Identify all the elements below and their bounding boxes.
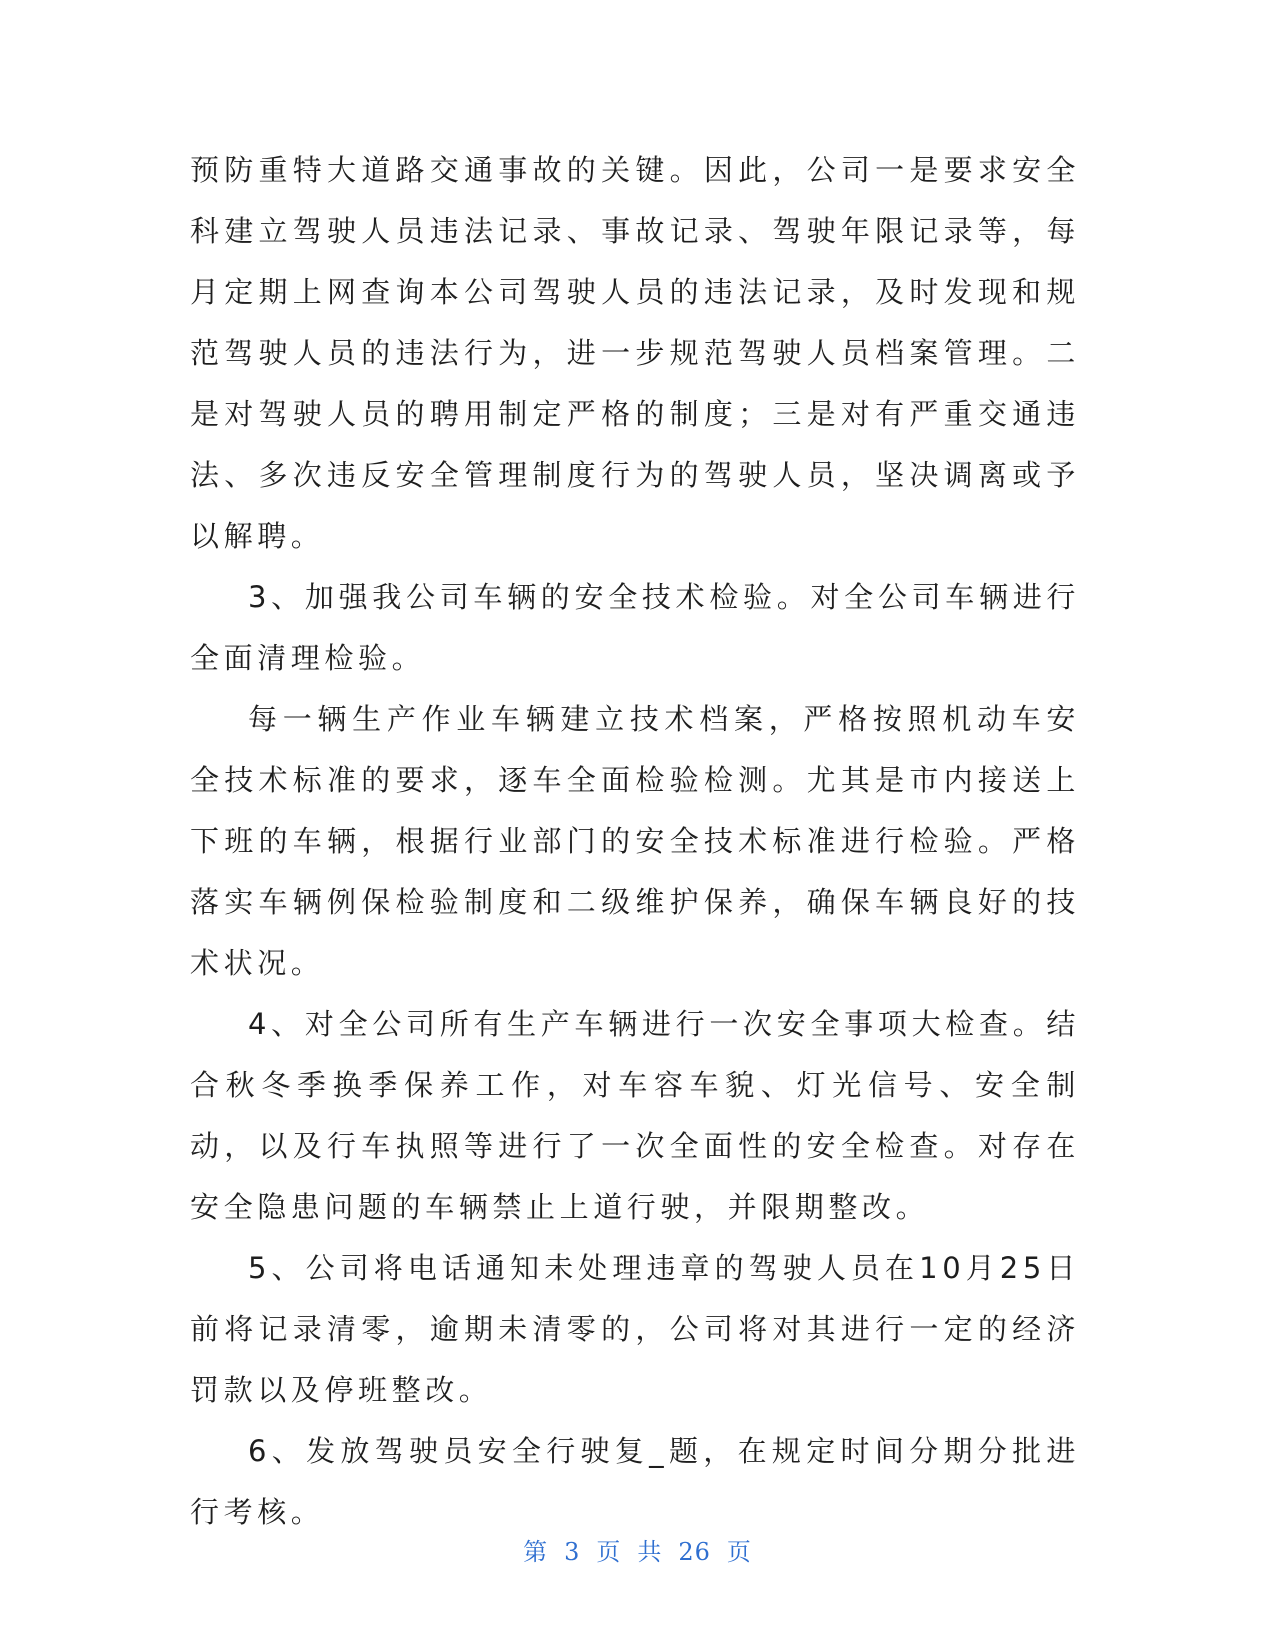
paragraph-2: 3、加强我公司车辆的安全技术检验。对全公司车辆进行全面清理检验。 xyxy=(190,580,1080,675)
paragraph-4: 4、对全公司所有生产车辆进行一次安全事项大检查。结合秋冬季换季保养工作，对车容车貌、灯光信号、安全制动，以及行车执照等进行了一次全面性的安全检查。对存在安全隐患问题的车辆禁止上道行驶，并限期整改。 xyxy=(190,1007,1080,1224)
footer-di: 第 xyxy=(523,1538,549,1566)
paragraph-1: 预防重特大道路交通事故的关键。因此，公司一是要求安全科建立驾驶人员违法记录、事故记录、驾驶年限记录等，每月定期上网查询本公司驾驶人员的违法记录，及时发现和规范驾驶人员的违法行为，进一步规范驾驶人员档案管理。二是对驾驶人员的聘用制定严格的制度；三是对有严重交通违法、多次违反安全管理制度行为的驾驶人员，坚决调离或予以解聘。 xyxy=(190,153,1080,553)
paragraph-3: 每一辆生产作业车辆建立技术档案，严格按照机动车安全技术标准的要求，逐车全面检验检测。尤其是市内接送上下班的车辆，根据行业部门的安全技术标准进行检验。严格落实车辆例保检验制度和二级维护保养，确保车辆良好的技术状况。 xyxy=(190,702,1080,980)
footer-ye: 页 xyxy=(596,1538,622,1566)
paragraph-5: 5、公司将电话通知未处理违章的驾驶人员在10月25日前将记录清零，逾期未清零的，公司将对其进行一定的经济罚款以及停班整改。 xyxy=(190,1251,1080,1407)
footer-ye2: 页 xyxy=(726,1538,752,1566)
footer-total-pages: 26 xyxy=(678,1538,711,1566)
footer-gong: 共 xyxy=(637,1538,663,1566)
paragraph-6: 6、发放驾驶员安全行驶复_题，在规定时间分期分批进行考核。 xyxy=(190,1434,1080,1529)
document-body xyxy=(190,140,1080,1543)
page-footer xyxy=(0,1532,1275,1567)
footer-page-number: 3 xyxy=(564,1538,581,1566)
